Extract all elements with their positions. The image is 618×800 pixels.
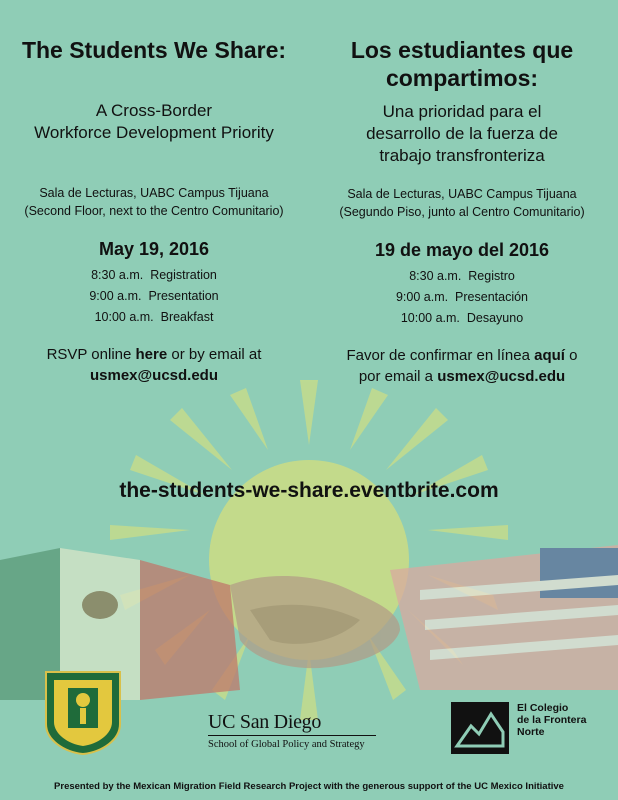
rsvp-text: o [564, 347, 578, 364]
rsvp-text: RSVP online [46, 346, 136, 363]
english-subtitle-line2: Workforce Development Priority [34, 123, 274, 142]
english-schedule-row [4, 286, 304, 307]
rsvp-here-link[interactable]: here [135, 346, 168, 363]
schedule-event: Desayuno [466, 311, 524, 325]
english-venue-line1: Sala de Lecturas, UABC Campus Tijuana [39, 186, 269, 200]
spanish-subtitle-line2: desarrollo de la fuerza de [366, 124, 558, 143]
footer-credit: Presented by the Mexican Migration Field Research Project with the generous support of the UC Mexico Initiative [54, 781, 564, 792]
english-email-line [4, 365, 304, 386]
schedule-time: 10:00 a.m. [400, 311, 460, 325]
spanish-subtitle-line1: Una prioridad para el [382, 102, 542, 121]
schedule-time: 9:00 a.m. [89, 289, 142, 303]
english-rsvp [4, 344, 304, 365]
rsvp-text: por email a [358, 368, 438, 385]
schedule-time: 10:00 a.m. [94, 310, 154, 324]
spanish-schedule-row [312, 287, 612, 308]
rsvp-aqui-link[interactable]: aquí [534, 347, 565, 364]
spanish-rsvp [312, 345, 612, 366]
rsvp-text: or by email at [167, 346, 262, 363]
english-date: May 19, 2016 [98, 239, 210, 259]
spanish-title-line1: Los estudiantes que [350, 37, 574, 63]
schedule-event: Registration [150, 268, 217, 282]
colef-logo [451, 702, 586, 754]
schedule-time: 9:00 a.m. [395, 290, 449, 304]
spanish-email-line [312, 366, 612, 387]
english-schedule-row [4, 307, 304, 328]
colef-mark-icon [451, 702, 509, 754]
colef-line3: Norte [517, 726, 545, 738]
spanish-date: 19 de mayo del 2016 [374, 240, 550, 260]
english-venue-line2: (Second Floor, next to the Centro Comunitario) [24, 204, 284, 218]
uabc-seal-logo [38, 666, 128, 756]
schedule-time: 8:30 a.m. [409, 269, 462, 283]
ucsd-divider [208, 735, 376, 736]
english-email-link[interactable]: usmex@ucsd.edu [90, 367, 218, 384]
spanish-subtitle-line3: trabajo transfronteriza [379, 146, 545, 165]
spanish-venue-line2: (Segundo Piso, junto al Centro Comunitario) [339, 205, 585, 219]
ucsd-logo [208, 711, 376, 751]
rsvp-text: Favor de confirmar en línea [346, 347, 535, 364]
us-flag-sleeve [390, 545, 618, 690]
schedule-event: Registro [468, 269, 515, 283]
ucsd-name: UC San Diego [208, 711, 322, 733]
spanish-schedule-row [312, 266, 612, 287]
spanish-venue-line1: Sala de Lecturas, UABC Campus Tijuana [347, 187, 577, 201]
schedule-event: Breakfast [160, 310, 214, 324]
event-url-link[interactable]: the-students-we-share.eventbrite.com [119, 479, 499, 502]
colef-line1: El Colegio [517, 702, 569, 714]
schedule-time: 8:30 a.m. [91, 268, 144, 282]
spanish-column [312, 30, 612, 387]
schedule-event: Presentación [455, 290, 529, 304]
english-subtitle-line1: A Cross-Border [95, 101, 213, 120]
colef-line2: de la Frontera [517, 714, 587, 726]
ucsd-dept: School of Global Policy and Strategy [208, 739, 365, 750]
english-title: The Students We Share: [21, 37, 287, 63]
schedule-event: Presentation [148, 289, 219, 303]
spanish-email-link[interactable]: usmex@ucsd.edu [437, 368, 566, 385]
spanish-title-line2: compartimos: [385, 65, 539, 91]
english-column [4, 30, 304, 386]
english-schedule-row [4, 265, 304, 286]
colef-text [517, 702, 586, 754]
spanish-schedule-row [312, 308, 612, 329]
